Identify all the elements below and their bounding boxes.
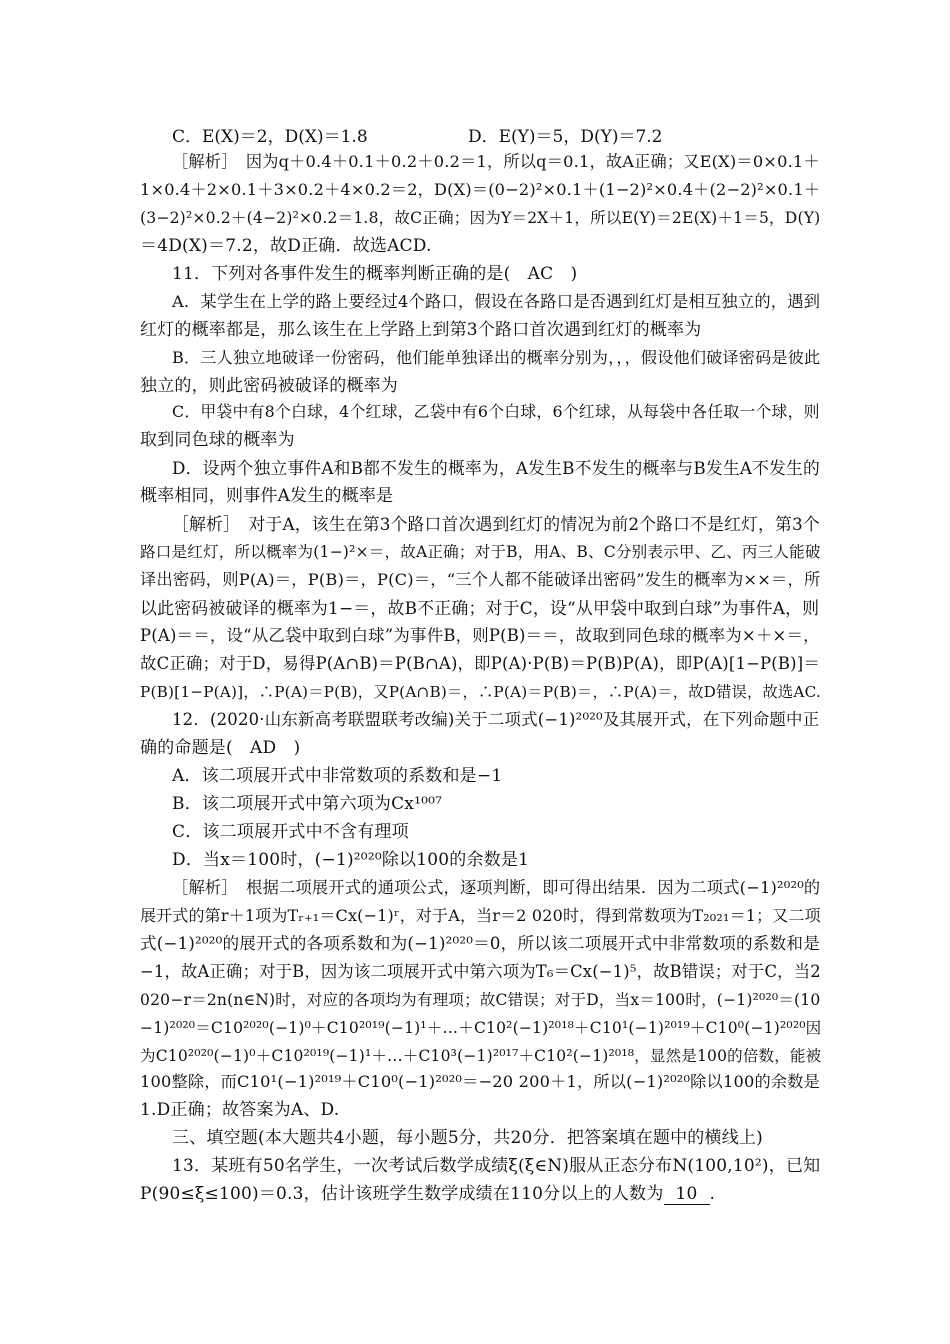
text-line: ＝4D(X)＝7.2，故D正确．故选ACD. bbox=[140, 236, 432, 256]
text-line: 100整除，而C10¹(−1)²⁰¹⁹＋C10⁰(−1)²⁰²⁰＝−20 200＋1，所以(−1)²⁰²⁰除以100的余数是 bbox=[140, 1072, 820, 1091]
text-line: 为C10²⁰²⁰(−1)⁰＋C10²⁰¹⁹(−1)¹＋…＋C10³(−1)²⁰¹⁷＋C10²(−1)²⁰¹⁸，显然是100的倍数，能被 bbox=[140, 1047, 822, 1065]
text-line: 红灯的概率都是，那么该生在上学路上到第3个路口首次遇到红灯的概率为 bbox=[140, 320, 702, 340]
text-line: 取到同色球的概率为 bbox=[140, 430, 295, 450]
text-line: 独立的，则此密码被破译的概率为 bbox=[140, 376, 398, 396]
text-line: 1.D正确；故答案为A、D. bbox=[140, 1100, 340, 1120]
text-line: ［解析］ 因为q＋0.4＋0.1＋0.2＋0.2＝1，所以q＝0.1，故A正确；又E(X)＝0×0.1＋ bbox=[172, 152, 820, 171]
option-b: B．该二项展开式中第六项为Cx¹⁰⁰⁷ bbox=[172, 794, 443, 814]
option-d: D．设两个独立事件A和B都不发生的概率为，A发生B不发生的概率与B发生A不发生的 bbox=[172, 458, 820, 478]
text-line: 路口是红灯，所以概率为(1−)²×＝，故A正确；对于B，用A、B、C分别表示甲、乙、丙三人能破 bbox=[140, 543, 821, 561]
text-line: −1)²⁰²⁰＝C10²⁰²⁰(−1)⁰＋C10²⁰¹⁹(−1)¹＋…＋C10²(−1)²⁰¹⁸＋C10¹(−1)²⁰¹⁹＋C10⁰(−1)²⁰²⁰因 bbox=[140, 1019, 822, 1037]
question-13-text: P(90≤ξ≤100)＝0.3，估计该班学生数学成绩在110分以上的人数为 bbox=[140, 1184, 664, 1204]
text-line: 展开式的第r＋1项为Tᵣ₊₁＝Cx(−1)ʳ，对于A，当r＝2 020时，得到常数项为T₂₀₂₁＝1；又二项 bbox=[140, 906, 821, 925]
text-line: 概率相同，则事件A发生的概率是 bbox=[140, 486, 394, 506]
question-13: 13．某班有50名学生，一次考试后数学成绩ξ(ξ∈N)服从正态分布N(100,10²)，已知 bbox=[172, 1156, 821, 1176]
text-line: 1×0.4＋2×0.1＋3×0.2＋4×0.2＝2，D(X)＝(0−2)²×0.1＋(1−2)²×0.4＋(2−2)²×0.1＋ bbox=[140, 180, 821, 199]
option-b: B．三人独立地破译一份密码，他们能单独译出的概率分别为，，，假设他们破译密码是彼此 bbox=[172, 348, 821, 367]
text-line: 020−r＝2n(n∈N)时，对应的各项均为有理项；故C错误；对于D，当x＝100时，(−1)²⁰²⁰＝(10 bbox=[140, 991, 821, 1009]
question-12: 12．(2020·山东新高考联盟联考改编)关于二项式(−1)²⁰²⁰及其展开式，在下列命题中正 bbox=[172, 710, 820, 729]
text-line: P(A)＝＝，设“从乙袋中取到白球”为事件B，则P(B)＝＝，故取到同色球的概率为×＋×＝， bbox=[140, 626, 820, 645]
text-line: 以此密码被破译的概率为1−＝，故B不正确；对于C，设“从甲袋中取到白球”为事件A，则 bbox=[140, 598, 820, 618]
text-line: 译出密码，则P(A)＝，P(B)＝，P(C)＝，“三个人都不能破译出密码”发生的概率为××＝，所 bbox=[140, 570, 821, 589]
option-d: D．E(Y)＝5，D(Y)＝7.2 bbox=[468, 127, 663, 147]
option-c: C．该二项展开式中不含有理项 bbox=[172, 822, 409, 842]
solution-12: ［解析］ 根据二项展开式的通项公式，逐项判断，即可得出结果．因为二项式(−1)²⁰²⁰的 bbox=[172, 878, 821, 897]
text-line: 式(−1)²⁰²⁰的展开式的各项系数和为(−1)²⁰²⁰＝0，所以该二项展开式中非常数项的系数和是 bbox=[140, 934, 821, 953]
answer-blank: 10 bbox=[664, 1184, 710, 1205]
text-line: P(B)[1−P(A)]，∴P(A)＝P(B)，又P(A∩B)＝，∴P(A)＝P(B)＝，∴P(A)＝，故D错误，故选AC. bbox=[140, 683, 821, 701]
section-heading: 三、填空题(本大题共4小题，每小题5分，共20分．把答案填在题中的横线上) bbox=[172, 1128, 763, 1148]
text-line: (3−2)²×0.2＋(4−2)²×0.2＝1.8，故C正确；因为Y＝2X＋1，所以E(Y)＝2E(X)＋1＝5，D(Y) bbox=[140, 209, 821, 227]
option-a: A．该二项展开式中非常数项的系数和是−1 bbox=[172, 766, 503, 786]
text-line: 确的命题是( AD ) bbox=[140, 738, 301, 758]
option-c: C．E(X)＝2，D(X)＝1.8 bbox=[172, 127, 368, 147]
question-11: 11．下列对各事件发生的概率判断正确的是( AC ) bbox=[172, 264, 578, 284]
period: . bbox=[709, 1184, 716, 1204]
option-c: C．甲袋中有8个白球，4个红球，乙袋中有6个白球，6个红球，从每袋中各任取一个球，则 bbox=[172, 402, 820, 421]
option-d: D．当x＝100时，(−1)²⁰²⁰除以100的余数是1 bbox=[172, 850, 530, 870]
text-line: −1，故A正确；对于B，因为该二项展开式中第六项为T₆＝Cx(−1)⁵，故B错误；对于C，当2 bbox=[140, 962, 821, 981]
solution-11: ［解析］ 对于A，该生在第3个路口首次遇到红灯的情况为前2个路口不是红灯，第3个 bbox=[172, 514, 820, 534]
option-a: A．某学生在上学的路上要经过4个路口，假设在各路口是否遇到红灯是相互独立的，遇到 bbox=[172, 292, 821, 311]
text-line bbox=[140, 1182, 820, 1206]
text-line: 故C正确；对于D，易得P(A∩B)＝P(B∩A)，即P(A)·P(B)＝P(B)P(A)，即P(A)[1−P(B)]＝ bbox=[140, 654, 820, 673]
